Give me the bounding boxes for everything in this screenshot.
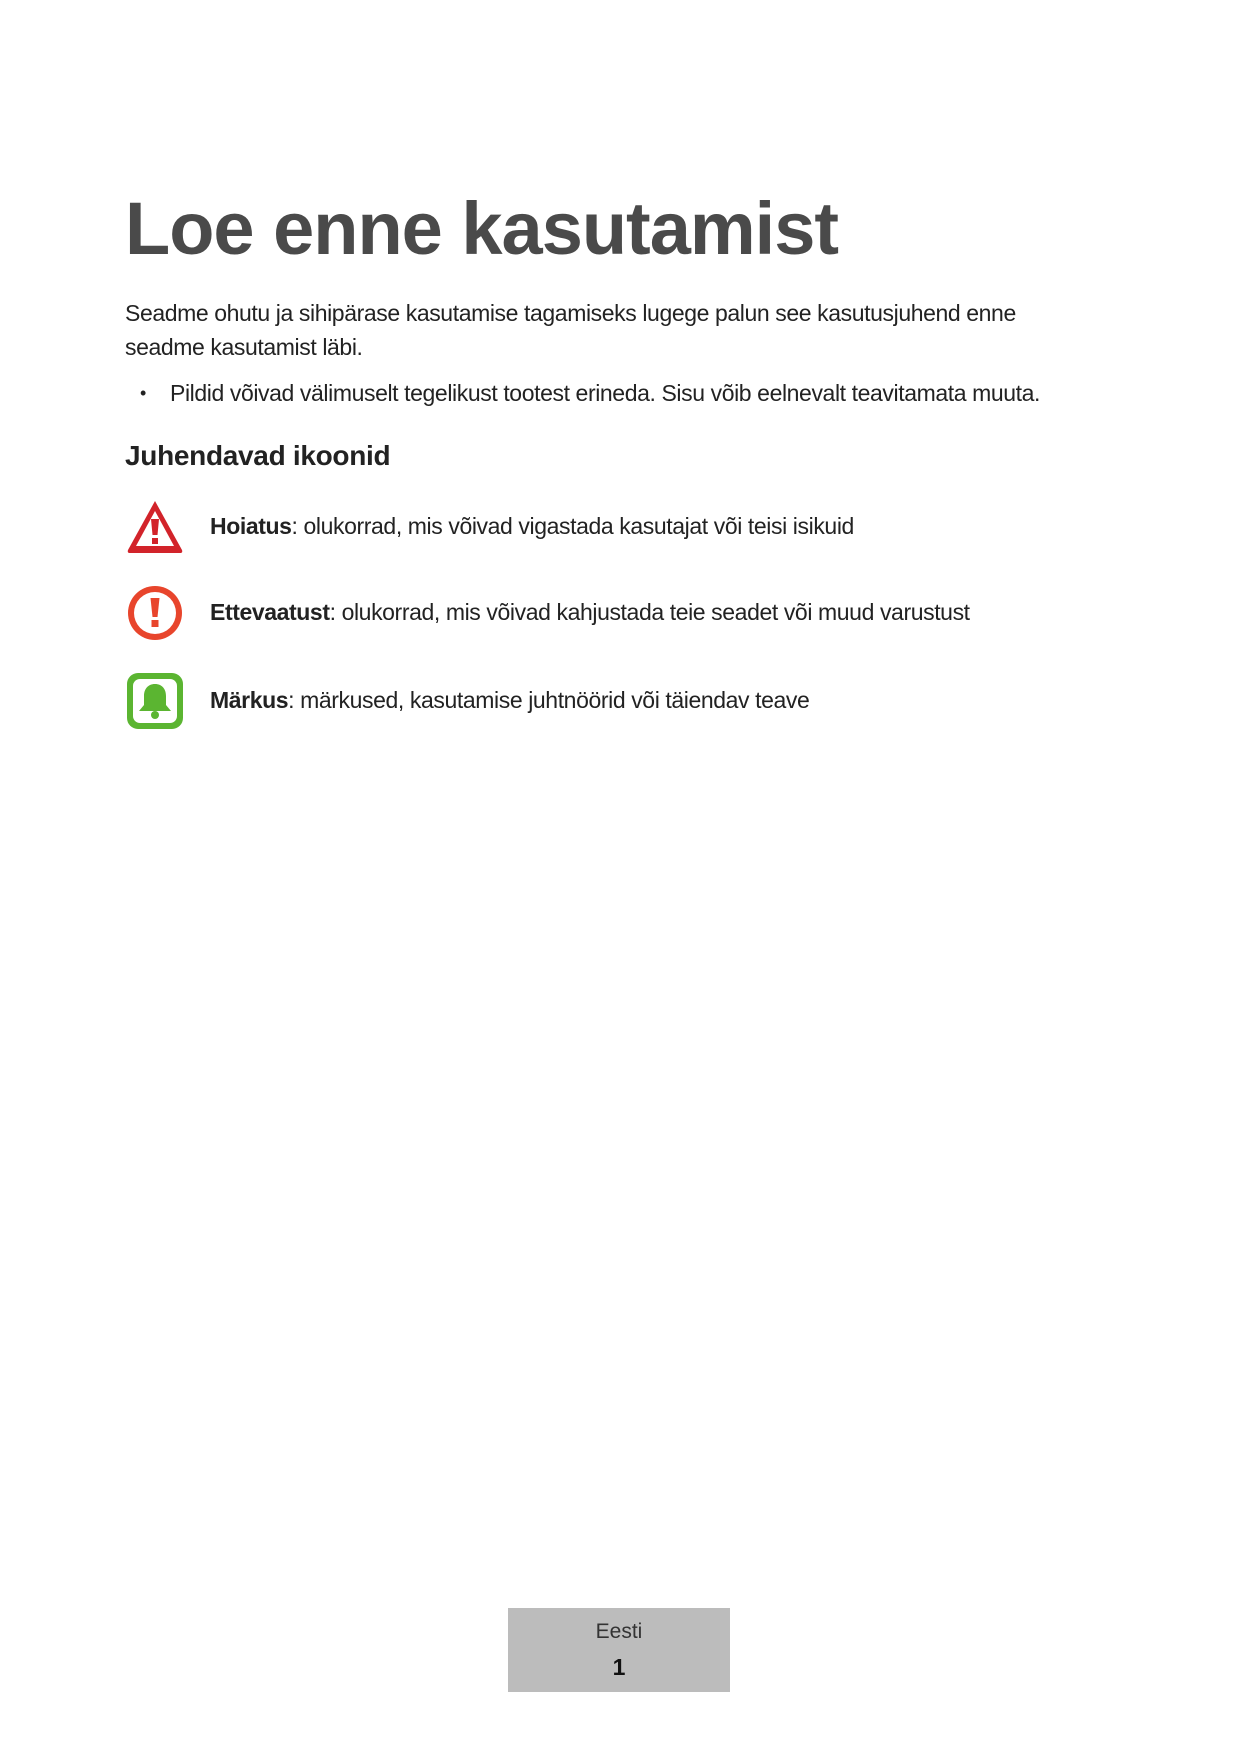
icon-label: Hoiatus (210, 513, 292, 539)
icon-row-text (210, 685, 809, 715)
caution-circle-icon (125, 583, 185, 643)
icon-label: Ettevaatust (210, 599, 330, 625)
icon-label: Märkus (210, 687, 289, 713)
icon-description: : olukorrad, mis võivad kahjustada teie seadet või muud varustust (329, 599, 970, 625)
icon-description: : märkused, kasutamise juhtnöörid või täiendav teave (288, 687, 810, 713)
page-title: Loe enne kasutamist (125, 187, 839, 270)
list-item (125, 376, 1125, 410)
icon-row-caution (125, 583, 1125, 643)
icon-row-text (210, 597, 970, 627)
intro-paragraph: Seadme ohutu ja sihipärase kasutamise tagamiseks lugege palun see kasutusjuhend enne seadme kasutamist läbi. (125, 300, 1016, 360)
page-footer (508, 1608, 730, 1692)
icon-row-warning (125, 497, 1125, 557)
icon-row-note (125, 671, 1125, 731)
footer-language: Eesti (595, 1620, 643, 1643)
page-number: 1 (612, 1654, 626, 1680)
bullet-dot-icon: • (140, 383, 146, 403)
section-heading: Juhendavad ikoonid (125, 440, 391, 471)
note-bell-icon (125, 671, 185, 731)
warning-triangle-icon (125, 497, 185, 557)
bullet-list (125, 376, 1125, 410)
list-item-text: Pildid võivad välimuselt tegelikust tootest erineda. Sisu võib eelnevalt teavitamata muuta. (170, 380, 1041, 406)
icon-description: : olukorrad, mis võivad vigastada kasutajat või teisi isikuid (291, 513, 854, 539)
icon-row-text (210, 511, 854, 541)
